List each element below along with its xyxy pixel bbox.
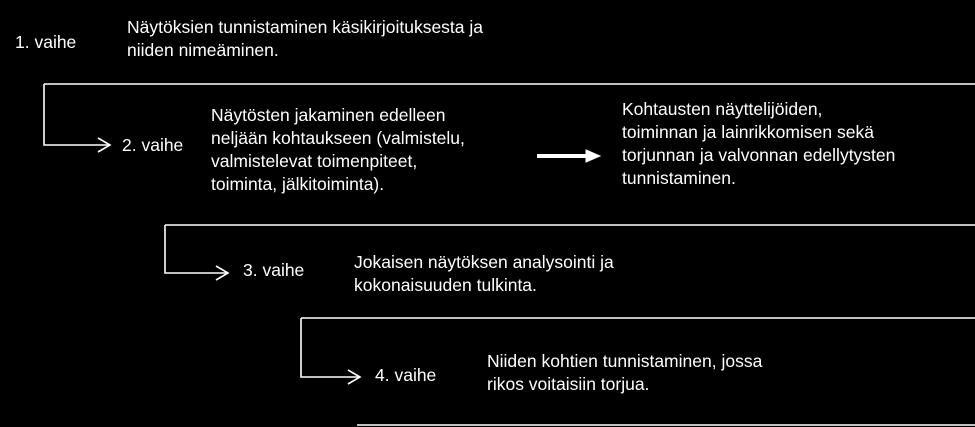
stage-2-description: Näytösten jakaminen edelleen neljään kohtaukseen (valmistelu, valmistelevat toimenpiteet, toiminta, jälkitoiminta). [211, 105, 465, 194]
stage-2-label: 2. vaihe [122, 135, 184, 155]
stage-4-description: Niiden kohtien tunnistaminen, jossa rikos voitaisiin torjua. [487, 351, 763, 394]
stage-1-label: 1. vaihe [15, 32, 77, 52]
stage-3-description: Jokaisen näytöksen analysointi ja kokonaisuuden tulkinta. [354, 252, 614, 295]
stage-3-label: 3. vaihe [243, 260, 305, 280]
stage-2-result: Kohtausten näyttelijöiden, toiminnan ja lainrikkomisen sekä torjunnan ja valvonnan edellytysten tunnistaminen. [622, 99, 896, 188]
stage-1-description: Näytöksien tunnistaminen käsikirjoituksesta ja niiden nimeäminen. [127, 17, 483, 60]
stage-4-label: 4. vaihe [375, 365, 437, 385]
